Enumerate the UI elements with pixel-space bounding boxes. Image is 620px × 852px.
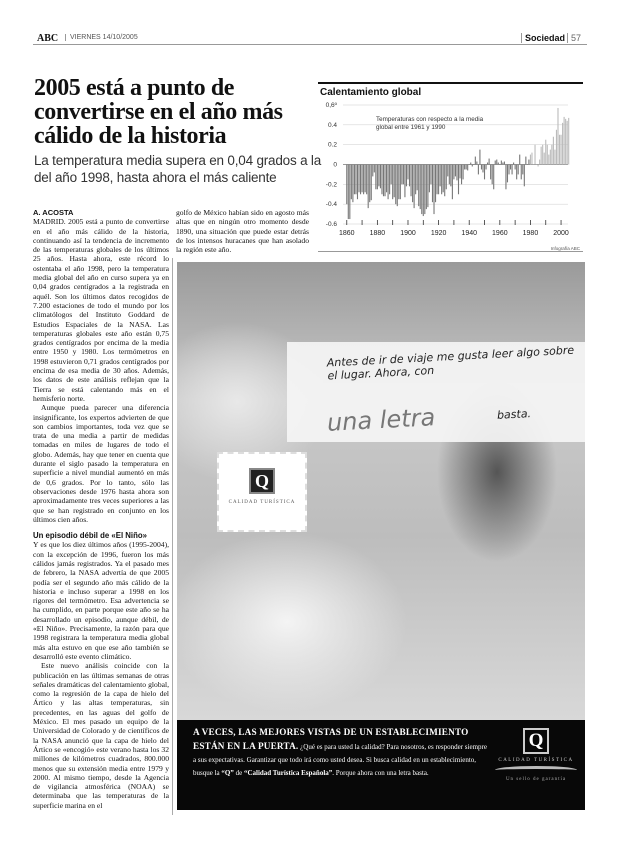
- bar-1884: [383, 165, 384, 197]
- bar-1975: [522, 165, 523, 175]
- bar-1871: [363, 165, 364, 195]
- ad-headline: A VECES, LAS MEJORES VISTAS DE UN ESTABLECIMIENTO ESTÁN EN LA PUERTA.: [193, 727, 469, 751]
- x-tick-label: 1940: [461, 230, 478, 237]
- bar-1976: [524, 165, 525, 187]
- x-tick-label: 1920: [430, 230, 447, 237]
- bar-1896: [401, 165, 402, 185]
- bar-1901: [409, 165, 410, 187]
- bar-1954: [490, 165, 491, 180]
- ad-body: . Porque ahora con una letra basta.: [332, 769, 429, 777]
- bar-1937: [464, 165, 465, 170]
- y-tick-label: 0.4: [327, 121, 337, 129]
- bar-1921: [440, 165, 441, 187]
- bar-1932: [456, 165, 457, 181]
- bar-1958: [496, 160, 497, 165]
- bar-1994: [551, 145, 552, 165]
- bar-2005: [568, 118, 569, 165]
- bar-1990: [545, 140, 546, 165]
- bar-1875: [369, 165, 370, 203]
- ad-body: de: [233, 769, 244, 777]
- bar-1930: [453, 165, 454, 180]
- bar-1987: [541, 147, 542, 165]
- bar-1864: [352, 165, 353, 203]
- ad-body: ¿Qué es para usted la calidad? Para nosotros, es responder siempre a sus expectativas. Garantizar que todo irá como usted desea. Si busca calidad en un establecimiento, busque la: [193, 743, 487, 777]
- bar-1929: [452, 165, 453, 200]
- bar-1903: [412, 165, 413, 203]
- bar-1893: [397, 165, 398, 207]
- bar-1995: [553, 137, 554, 165]
- ad-handwriting: Antes de ir de viaje me gusta leer algo sobre el lugar. Ahora, con: [326, 343, 575, 383]
- bar-1991: [547, 145, 548, 165]
- bar-1889: [391, 165, 392, 185]
- bar-2003: [565, 119, 566, 165]
- ad-copy: [193, 726, 489, 780]
- bar-1977: [525, 157, 526, 165]
- article-column-1: [33, 208, 169, 810]
- bar-1877: [372, 165, 373, 177]
- paragraph: Este nuevo análisis coincide con la publicación en las últimas semanas de otras señales dramáticas del calentamiento global, como la regresión de la capa de hielo del Ártico y las altas temperaturas, sin precedentes, en las aguas del golfo de México. El mes pasado un equipo de la Universidad de Colorado y de científicos de la NASA anunció que la capa de hielo del Ártico se «encogió» este verano hasta los 32 millones de kilómetros cuadrados, 800.000 menos que su extensión media entre 1979 y 2000. Al mismo tiempo, desde la Agencia de vigilancia atmosférica (NOAA) se determinaba que las temperaturas de la superficie marina en el: [33, 661, 169, 810]
- bar-1936: [463, 165, 464, 180]
- bar-1938: [466, 165, 467, 170]
- q-logo-icon: Q: [249, 468, 275, 494]
- bar-1899: [406, 165, 407, 187]
- bar-1906: [417, 165, 418, 191]
- bar-1892: [395, 165, 396, 205]
- bar-1979: [528, 160, 529, 165]
- bar-1861: [348, 165, 349, 220]
- bar-1956: [493, 165, 494, 190]
- bar-1881: [378, 165, 379, 187]
- bar-1996: [554, 150, 555, 165]
- y-tick-label: -0.4: [325, 201, 337, 209]
- column-divider: [172, 258, 173, 815]
- bar-1974: [521, 165, 522, 180]
- y-tick-label: 0.2: [327, 141, 337, 149]
- chart-plot: [318, 84, 583, 254]
- bar-1917: [433, 165, 434, 215]
- bar-1908: [420, 165, 421, 210]
- bar-1911: [424, 165, 425, 215]
- bar-1894: [398, 165, 399, 200]
- bar-1967: [510, 165, 511, 170]
- bar-1890: [392, 165, 393, 200]
- x-tick-label: 2000: [553, 230, 569, 237]
- subhead: Un episodio débil de «El Niño»: [33, 531, 147, 541]
- bar-1944: [475, 157, 476, 165]
- bar-1969: [513, 163, 514, 165]
- bar-1968: [512, 165, 513, 175]
- bar-1895: [400, 165, 401, 200]
- bar-1928: [450, 165, 451, 187]
- y-tick-label: 0,6º: [325, 102, 337, 109]
- bar-1971: [516, 165, 517, 180]
- y-tick-label: 0: [333, 161, 337, 169]
- bar-2004: [567, 121, 568, 165]
- bar-1879: [375, 165, 376, 190]
- ad-photo: [177, 262, 585, 720]
- bar-1867: [357, 165, 358, 200]
- bar-1868: [358, 165, 359, 193]
- advertisement[interactable]: [177, 262, 585, 810]
- bar-1909: [421, 165, 422, 215]
- bar-2002: [564, 117, 565, 165]
- bar-1923: [443, 165, 444, 193]
- bar-1866: [355, 165, 356, 195]
- bar-1961: [501, 161, 502, 165]
- bar-1986: [539, 160, 540, 165]
- bar-1935: [461, 165, 462, 185]
- bar-1905: [415, 165, 416, 195]
- bar-1926: [447, 165, 448, 177]
- bar-1886: [386, 165, 387, 193]
- bar-1960: [499, 165, 500, 166]
- bar-1902: [411, 165, 412, 197]
- chart-credit: Infografía ABC: [550, 246, 580, 251]
- bar-1940: [469, 165, 470, 166]
- bar-1880: [377, 165, 378, 190]
- bar-1980: [530, 155, 531, 165]
- chart-title: Calentamiento global: [320, 87, 422, 98]
- bar-1948: [481, 165, 482, 170]
- ad-bold: “Q”: [221, 769, 234, 777]
- x-tick-label: 1980: [522, 230, 539, 237]
- bar-1959: [498, 163, 499, 165]
- bar-1946: [478, 165, 479, 175]
- bar-1915: [430, 165, 431, 185]
- bar-1913: [427, 165, 428, 208]
- paragraph: Aunque pueda parecer una diferencia insignificante, los expertos advierten de que son cambios importantes, toda vez que se trata de una media a partir de medidas tomadas en miles de lugares de todo el globo. Además, hay que tener en cuenta que durante el siglo pasado la temperatura en superficie a nivel mundial aumentó en más de 0,6 grados. Por lo tanto, sólo las observaciones desde 1976 hasta ahora son aproximadamente tres veces superiores a las que se han registrado en conjunto en los últimos cien años.: [33, 403, 169, 524]
- issue-date: VIERNES 14/10/2005: [65, 34, 138, 41]
- ad-big-end: basta.: [496, 407, 532, 422]
- bar-1860: [346, 165, 347, 205]
- newspaper-logo: ABC: [37, 33, 59, 44]
- calidad-turistica-logo: [495, 728, 577, 782]
- bar-1945: [476, 162, 477, 165]
- byline: A. ACOSTA: [33, 208, 74, 217]
- bar-1870: [362, 165, 363, 193]
- bar-1897: [403, 165, 404, 185]
- bar-1943: [473, 165, 474, 166]
- bar-1885: [384, 165, 385, 197]
- bar-1912: [426, 165, 427, 210]
- bar-1891: [394, 165, 395, 198]
- article-column-2: [176, 208, 309, 254]
- bar-1993: [550, 150, 551, 165]
- ad-big-words: una letra: [326, 403, 436, 437]
- bar-1947: [479, 150, 480, 165]
- bar-1910: [423, 165, 424, 217]
- paragraph: MADRID. 2005 está a punto de convertirse en el año más cálido de la historia, continuando así la tendencia de incremento de las temperaturas globales de los últimos 25 años. Hasta ahora, este récord lo ostentaba el año 1998, pero la temperatura media global del año en curso supera ya en 0,04 grados centígrados a la registrada en aquél. Son los últimos datos recogidos de 7.200 estaciones de todo el mundo por los climatólogos del Instituto Goddard de Estudios Espaciales de la NASA. Las temperaturas globales este año están 0,75 grados centígrados por encima de la media entre 1950 y 1980. Los termómetros en 1998 estuvieron 0,71 grados centígrados por encima de esa media de 30 años. Además, los datos de este análisis reflejan que la Tierra se está calentando más en el hemisferio norte.: [33, 217, 169, 403]
- bar-1957: [495, 161, 496, 165]
- bar-1998: [557, 108, 558, 165]
- bar-1965: [507, 165, 508, 183]
- bar-1919: [437, 165, 438, 195]
- bar-1962: [502, 163, 503, 165]
- bar-1914: [429, 165, 430, 193]
- bar-1900: [407, 165, 408, 180]
- bar-1869: [360, 165, 361, 195]
- bar-1924: [444, 165, 445, 197]
- section-name: Sociedad: [521, 33, 565, 43]
- bar-1878: [374, 165, 375, 173]
- x-tick-label: 1880: [369, 230, 386, 237]
- x-tick-label: 1860: [338, 230, 355, 237]
- x-tick-label: 1960: [492, 230, 508, 237]
- bar-1984: [536, 165, 537, 166]
- x-tick-label: 1900: [400, 230, 416, 237]
- paragraph: Y es que los diez últimos años (1995-2004), con la excepción de 1996, fueron los más cálidos jamás registrados. Ya el pasado mes de febrero, la NASA advertía de que 2005 podía ser el segundo año más cálido de la historia e incluso superar a 1998 en los rigores del termómetro. Esa advertencia se ha cumplido, en parte porque este año se ha desarrollado un episodio, aunque débil, de «El Niño». Precisamente, la razón para que 1998 registrara la temperatura media global más alta estuvo en que ese año también se desarrolló este evento climático.: [33, 540, 169, 661]
- bar-1952: [487, 163, 488, 165]
- bar-1942: [472, 165, 473, 167]
- bar-1989: [544, 153, 545, 165]
- bar-1999: [559, 135, 560, 165]
- paragraph: golfo de México habían sido en agosto más altas que en ningún otro momento desde 1890, una situación que puede estar detrás de los intensos huracanes que han asolado la región este año.: [176, 208, 309, 255]
- ad-text-band: [177, 720, 585, 810]
- bar-1997: [556, 130, 557, 165]
- bar-1981: [531, 153, 532, 165]
- bar-1973: [519, 155, 520, 165]
- bar-1972: [518, 165, 519, 175]
- headline: 2005 está a punto de convertirse en el año más cálido de la historia: [34, 75, 283, 149]
- bar-1970: [515, 165, 516, 170]
- bar-1904: [414, 165, 415, 209]
- bar-1876: [371, 165, 372, 201]
- bar-1933: [458, 165, 459, 195]
- bar-1862: [349, 165, 350, 220]
- bar-1925: [446, 165, 447, 190]
- bar-1964: [505, 165, 506, 190]
- page-header: [33, 33, 587, 45]
- bar-1934: [459, 165, 460, 179]
- bar-1874: [368, 165, 369, 209]
- chart-annotation: Temperaturas con respecto a la media global entre 1961 y 1990: [376, 116, 484, 131]
- bar-1927: [449, 165, 450, 185]
- stamp-caption: CALIDAD TURÍSTICA: [228, 500, 296, 505]
- bar-1950: [484, 165, 485, 180]
- y-tick-label: -0.2: [325, 181, 337, 189]
- bar-1922: [441, 165, 442, 195]
- bar-1983: [534, 145, 535, 165]
- bar-1982: [533, 165, 534, 166]
- bar-1882: [380, 165, 381, 189]
- temperature-chart: [318, 82, 583, 252]
- bar-1898: [404, 165, 405, 198]
- bar-1887: [388, 165, 389, 200]
- bar-1978: [527, 165, 528, 166]
- bar-1985: [538, 165, 539, 167]
- subheadline: La temperatura media supera en 0,04 grados a la del año 1998, hasta ahora el más caliente: [34, 153, 322, 185]
- y-tick-label: -0.6: [325, 221, 337, 228]
- bar-1920: [438, 165, 439, 195]
- bar-2001: [562, 123, 563, 165]
- bar-1883: [381, 165, 382, 195]
- bar-1865: [354, 165, 355, 195]
- bar-1918: [435, 165, 436, 203]
- logo-caption: CALIDAD TURÍSTICA: [498, 758, 574, 763]
- bar-1873: [366, 165, 367, 195]
- bar-1941: [470, 163, 471, 165]
- bar-1872: [365, 165, 366, 193]
- ad-bold: “Calidad Turística Española”: [243, 769, 333, 777]
- quality-stamp: [217, 452, 307, 532]
- bar-1955: [492, 165, 493, 185]
- bar-1863: [351, 165, 352, 200]
- q-logo-icon: Q: [523, 728, 549, 754]
- bar-1907: [418, 165, 419, 207]
- bar-2000: [561, 135, 562, 165]
- logo-tagline: Un sello de garantía: [505, 777, 567, 782]
- bar-1988: [542, 145, 543, 165]
- bar-1963: [504, 162, 505, 165]
- bar-1888: [389, 165, 390, 195]
- swoosh-icon: [495, 766, 577, 774]
- bar-1916: [432, 165, 433, 203]
- page-number: 57: [567, 33, 585, 43]
- bar-1931: [455, 165, 456, 177]
- bar-1939: [467, 165, 468, 171]
- bar-1992: [548, 155, 549, 165]
- bar-1953: [489, 159, 490, 165]
- bar-1951: [486, 165, 487, 170]
- bar-1966: [508, 165, 509, 175]
- bar-1949: [482, 165, 483, 173]
